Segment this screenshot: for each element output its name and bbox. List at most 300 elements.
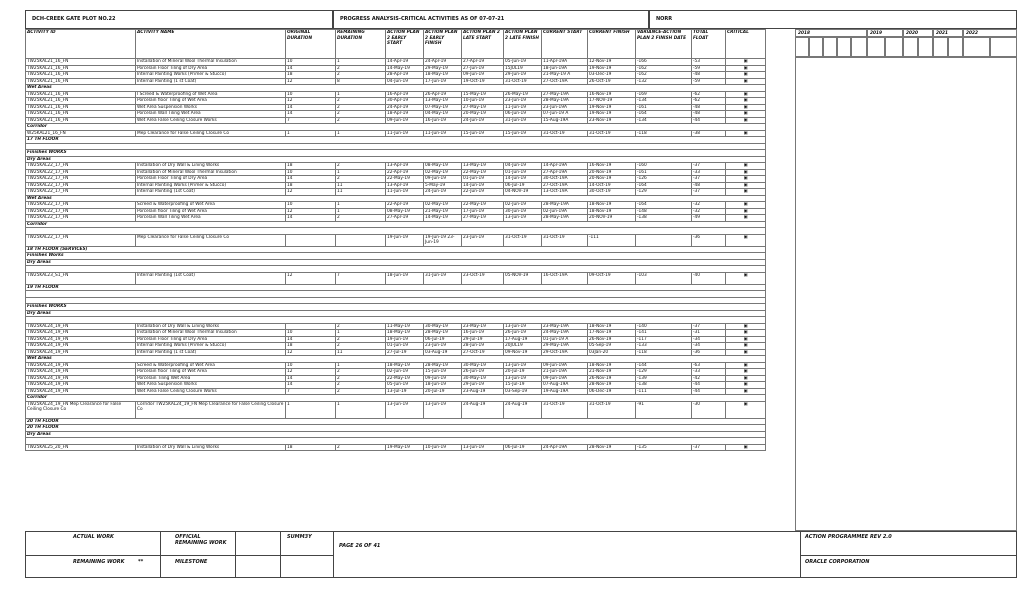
table-cell: W25KAL21_16_FN [26,130,136,137]
table-cell: TW25KAL24_19_FN [26,362,136,369]
table-cell: 19-Oct-19 [462,78,504,85]
table-cell: 1 [336,362,386,369]
table-cell: 15-Jun-19 [504,130,542,137]
table-cell: 30-Apr-19 [386,98,424,105]
table-cell: 21-Nov-19 [588,369,636,376]
table-cell: 30-May-19 [462,375,504,382]
table-cell: 27-Jul-19 [386,349,424,356]
table-cell: -164 [636,202,692,209]
table-cell: 04-May-19 [424,111,462,118]
table-cell: TW25KAL22_17_FN [26,202,136,209]
critical-marker: ▣ [726,375,766,382]
table-cell: 11-Jun-19 [424,130,462,137]
table-cell: Installation of Dry Wall & Lining Works [136,444,286,451]
plot-title: DCH-CREEK GATE PLOT NO.22 [25,10,333,29]
table-cell: -37 [692,176,726,183]
table-cell: 24-May-19A [542,330,588,337]
table-cell: 28-May-19A [542,215,588,222]
column-header: ACTION PLAN 2 LATE START [462,30,504,59]
table-cell: 14 [286,176,336,183]
table-cell: 15-Jul-19 [504,382,542,389]
table-cell: -59 [692,78,726,85]
table-cell: 18-Jun-19A [542,65,588,72]
table-cell: 14-Apr-19A [542,163,588,170]
table-cell: Internal Painting Works (Primer & Stucco) [136,72,286,79]
column-header: ORIGINAL DURATION [286,30,336,59]
table-cell: 12 [286,369,336,376]
table-cell: TW25KAL23_S1_FN [26,272,136,284]
table-cell: TW25KAL21_16_FN [26,104,136,111]
table-cell: 26-Nov-19 [588,336,636,343]
table-cell: -129 [636,189,692,196]
table-cell: 29-Oct-19A [542,349,588,356]
table-cell: 16-Oct-19A [542,272,588,284]
table-cell: 18 [286,343,336,350]
table-cell: 23-Oct-19 [462,272,504,284]
critical-marker: ▣ [726,78,766,85]
table-cell: 26-Jun-19 [462,369,504,376]
table-cell: 03-Sep-19 [504,388,542,395]
legend-official-remaining: OFFICIAL REMAINING WORK [175,534,227,546]
column-header: ACTION PLAN 2 EARLY START [386,30,424,59]
table-cell: 2 [336,388,386,395]
table-cell: 10 [286,202,336,209]
table-cell: 1 [336,130,386,137]
critical-marker: ▣ [726,130,766,137]
table-cell: 22-May-19 [462,169,504,176]
table-cell: 24-Jun-19 [424,189,462,196]
table-cell: -48 [692,104,726,111]
table-cell: -48 [692,182,726,189]
table-cell: TW25KAL21_16_FN [26,91,136,98]
table-cell: 10 [286,330,336,337]
table-cell: 13-Oct-19A [542,189,588,196]
table-cell: 27-May-19 [462,215,504,222]
table-row [26,234,766,246]
table-cell: -42 [692,375,726,382]
table-cell: -91 [636,401,692,418]
table-cell [336,234,386,246]
gantt-year-2018: 2018 [795,29,867,37]
table-cell: 08-May-19 [424,163,462,170]
table-cell: 2 [336,382,386,389]
table-cell [636,234,692,246]
table-cell: 23-Jun-19A [542,104,588,111]
critical-marker: ▣ [726,336,766,343]
table-cell: 23-May-19 [462,323,504,330]
table-cell: 09-Jun-19A [542,362,588,369]
table-cell: -48 [692,72,726,79]
table-cell: 26-May-19 [504,91,542,98]
critical-marker: ▣ [726,272,766,284]
table-cell: 28-May-19A [542,202,588,209]
table-cell: TW25KAL21_16_FN [26,78,136,85]
table-cell: -118 [636,349,692,356]
table-cell: 1 [336,59,386,66]
legend-summary: SUMM3Y [287,534,312,540]
table-cell: 17-Jun-19 [462,208,504,215]
table-cell: 13-Jun-19 [424,401,462,418]
table-cell: 04-Jun-19 [386,78,424,85]
table-cell [286,234,336,246]
table-cell: 14 [286,111,336,118]
table-cell: 06-Jun-19 [504,111,542,118]
table-cell: 18-Nov-19 [588,208,636,215]
table-cell: 13-Jun-19 [504,323,542,330]
table-cell: 07-Aug-19A [542,382,588,389]
table-cell: 17-Nov-19 [588,330,636,337]
table-cell: 28-Apr-19 [386,72,424,79]
table-cell: 24-Aug-19 [504,401,542,418]
table-cell: Porcelain Tiling Wet Area [136,375,286,382]
table-cell: TW25KAL21_16_FN [26,59,136,66]
table-cell: 02-Jun-19 [504,202,542,209]
table-cell: 27-May-19A [542,91,588,98]
table-cell: -129 [636,369,692,376]
table-cell: 19-Aug-19A [542,388,588,395]
table-cell: 18 [286,182,336,189]
table-cell: 19-Jun-19 [386,234,424,246]
table-cell: 24-Apr-19A [542,444,588,451]
column-header: ACTION PLAN 2 LATE FINISH [504,30,542,59]
table-cell: -48 [692,111,726,118]
table-cell: 22-May-19 [386,375,424,382]
section-label: Finishes Works [26,253,766,260]
table-cell: -141 [636,330,692,337]
table-cell: 14 [286,336,336,343]
table-cell: 14 [286,375,336,382]
table-cell: 26-Nov-19 [588,375,636,382]
table-cell: -49 [692,215,726,222]
table-cell: Porcelain Wall Tiling Wet Area [136,215,286,222]
table-cell: -162 [636,65,692,72]
table-cell: 05-NOV-19 [504,272,542,284]
table-cell: Installation of Mineral Wool Thermal Insulation [136,59,286,66]
table-cell: Internal Painting (1 st Coat) [136,349,286,356]
table-cell: 18-May-19 [386,362,424,369]
column-header: REMAINING DURATION [336,30,386,59]
table-cell: 23-Aug-19 [462,388,504,395]
table-cell: 19-Jun-19 23-Jun-19 [424,234,462,246]
critical-marker: ▣ [726,382,766,389]
table-cell: Installation of Mineral Wool Thermal Insulation [136,169,286,176]
table-cell: 18-Jun-19 [386,272,424,284]
table-cell: -138 [636,215,692,222]
table-cell: 14 [286,65,336,72]
legend-milestone: MILESTONE [175,559,208,565]
table-cell: -169 [636,91,692,98]
table-cell: 23-Jun-19 [424,343,462,350]
table-cell: 07-Jun-19 A [542,111,588,118]
table-cell: -44 [692,382,726,389]
table-cell: -32 [692,208,726,215]
table-cell: 15-Jun-19 [424,369,462,376]
table-cell: 29-Jun-19 [504,72,542,79]
table-cell: -140 [636,323,692,330]
table-cell: Screed & Waterproofing of Wet Area [136,362,286,369]
table-cell: 2 [336,176,386,183]
table-cell: TW25KAL24_19_FN [26,336,136,343]
table-cell: 11 [336,189,386,196]
table-cell: 2 [336,343,386,350]
table-cell: Installation of Mineral Wool Thermal Insulation [136,330,286,337]
table-cell: TW25KAL21_16_FN [26,98,136,105]
table-cell: -162 [636,72,692,79]
table-cell: 12-Nov-19 [588,59,636,66]
column-header-row [26,30,766,59]
table-cell: 05-Sep-19 [588,343,636,350]
table-cell: -37 [692,323,726,330]
corporation-name: ORACLE CORPORATION [805,559,870,565]
table-cell: 06-Jul-19 [424,336,462,343]
table-cell: 2 [336,215,386,222]
table-cell: 14-Jun-19 [462,182,504,189]
table-cell: 18 [286,444,336,451]
table-cell: Porcelain Wall Tiling Wet Area [136,111,286,118]
column-header: VARIANCE-ACTION PLAN 2 FINISH DATE [636,30,692,59]
table-cell: Mep Clearance for False Ceiling Closure Co [136,130,286,137]
table-cell: -53 [692,59,726,66]
critical-marker: ▣ [726,91,766,98]
table-cell: -135 [636,444,692,451]
table-cell: 11-Jun-19 [386,189,424,196]
table-cell: -132 [636,78,692,85]
critical-marker: ▣ [726,388,766,395]
table-cell: 27-Oct-19 [462,349,504,356]
table-cell: 09-Jun-19 [386,117,424,124]
table-cell: TW25KAL22_17_FN [26,208,136,215]
column-header: ACTIVITY ID [26,30,136,59]
critical-marker: ▣ [726,98,766,105]
table-cell: 18-Nov-19 [588,202,636,209]
table-cell: 2 [336,336,386,343]
table-cell: -30 [692,401,726,418]
table-cell: 09-Jun-19A [542,375,588,382]
table-cell: 05-Jun-19 [504,59,542,66]
table-cell: 23-Jun-19 [462,234,504,246]
table-cell: 2 [336,98,386,105]
table-cell: -138 [636,382,692,389]
section-label: Wet Areas [26,195,766,202]
table-cell: -59 [692,65,726,72]
table-cell: Internal Painting (1 st Coat) [136,78,286,85]
section-label: 17 TH FLOOR [26,137,766,144]
table-cell: -40 [692,272,726,284]
critical-marker: ▣ [726,163,766,170]
table-cell: 13-May-19 [462,163,504,170]
table-cell: 10 [286,362,336,369]
section-label: 18 TH FLOOR (SERVICES) [26,246,766,253]
table-cell: TW25KAL22_17_FN [26,176,136,183]
table-cell: 27-Apr-19 [462,59,504,66]
table-cell: 11-Apr-19A [542,59,588,66]
table-cell: TW25KAL24_19_FN [26,330,136,337]
table-cell: -33 [692,369,726,376]
table-cell: 19-Nov-19 [588,111,636,118]
table-cell: 24-Apr-19 [424,59,462,66]
table-cell: -134 [636,98,692,105]
column-header: ACTION PLAN 2 EARLY FINISH [424,30,462,59]
critical-marker: ▣ [726,208,766,215]
table-cell: 11-Jun-19 [504,104,542,111]
critical-marker: ▣ [726,182,766,189]
table-cell: TW25KAL22_17_FN [26,189,136,196]
table-cell: 13-Jun-19 [504,215,542,222]
table-cell: 2 [336,111,386,118]
section-label: Wet Areas [26,356,766,363]
critical-marker: ▣ [726,169,766,176]
table-cell: 2 [336,72,386,79]
table-cell: 09-Nov-19 [504,349,542,356]
table-cell: 14 [286,215,336,222]
table-cell: -164 [636,182,692,189]
table-cell: 14-Jun-19 [504,176,542,183]
table-cell: 27-Apr-19 [386,215,424,222]
table-cell: 13-Jun-19 [504,375,542,382]
table-cell: 12 [286,349,336,356]
table-cell: 28-Nov-19 [588,382,636,389]
table-cell: -161 [636,104,692,111]
column-header: CURRENT FINISH [588,30,636,59]
table-cell: 15-Aug-19A [542,117,588,124]
table-cell: 2 [336,163,386,170]
table-cell: -32 [692,202,726,209]
section-label: 19 TH FLOOR [26,284,766,291]
table-cell: 20JUL19 [504,343,542,350]
table-cell: 24-Jun-19 [462,117,504,124]
table-cell: 17-NOV-19 [588,98,636,105]
section-label: 20 TH FLOOR [26,425,766,432]
table-cell: 06-Jul-19 [504,444,542,451]
section-label: Finishes WORKS [26,150,766,157]
table-cell: 13-May-19 [424,98,462,105]
table-cell: 18-Nov-19 [588,323,636,330]
table-cell: Internal Painting Works (Primer & Stucco) [136,182,286,189]
critical-marker: ▣ [726,234,766,246]
table-cell: 22-Jun-19 [462,189,504,196]
table-cell: 04-NOV-19 [504,189,542,196]
table-cell: 1 [336,330,386,337]
table-cell: 16-Nov-19 [588,163,636,170]
table-cell: 22-May-19 [386,176,424,183]
table-cell: 31-Oct-19 [504,78,542,85]
table-cell: 13-Jun-19 [504,362,542,369]
table-cell: TW25KAL22_17_FN [26,234,136,246]
table-cell: 2 [336,104,386,111]
table-cell: 17-Jun-19 [424,78,462,85]
table-cell: -44 [692,388,726,395]
table-cell: 27-Jun-19 [462,65,504,72]
critical-marker: ▣ [726,59,766,66]
table-cell: 20-Nov-19 [588,176,636,183]
table-cell: TW25KAL22_17_FN [26,163,136,170]
table-cell: 06-Dec-19 [588,388,636,395]
table-cell: 03-Aug-19 [424,349,462,356]
section-label: Dry Areas [26,259,766,266]
table-cell: 09-Jun-19 [462,72,504,79]
table-cell: 15-May-19 [462,91,504,98]
table-cell: 01-Jun-19 [386,343,424,350]
table-cell: 18-Nov-19 [588,362,636,369]
table-cell: 5-May-19 [424,182,462,189]
table-cell: 1 [336,169,386,176]
table-cell: 04-Jun-19 [504,163,542,170]
critical-marker: ▣ [726,215,766,222]
critical-marker: ▣ [726,176,766,183]
table-cell: 28-May-19 [424,330,462,337]
table-cell: 2 [336,444,386,451]
table-cell: 21-Jun-19A [542,369,588,376]
table-cell: 18-May-19 [386,330,424,337]
table-cell: 29-Jul-19 [462,336,504,343]
table-cell: Porcelain Floor Tiling of Dry Area [136,65,286,72]
table-cell: TW25KAL24_19_FN [26,349,136,356]
table-cell: 11-Jun-19 [386,130,424,137]
table-cell: Internal Painting (1st Coat) [136,189,286,196]
table-cell: TW25KAL22_17_FN [26,182,136,189]
table-cell: 05-Jun-19 [386,382,424,389]
table-cell: 2 [336,369,386,376]
table-cell: TW25KAL25_20_FN [26,444,136,451]
table-cell: 20-Jul-19 [424,388,462,395]
table-cell: 11-May-19 [386,323,424,330]
table-row [26,272,766,284]
legend-actual-work: ACTUAL WORK [73,534,114,540]
table-cell: -160 [636,163,692,170]
table-cell: 2 [336,117,386,124]
table-cell: TW25KAL24_19_FN [26,375,136,382]
table-cell: 8 [336,78,386,85]
table-cell: 14-May-19 [386,65,424,72]
table-cell: 10-Jun-19 [424,444,462,451]
table-cell: 31-Oct-19 [542,130,588,137]
table-cell: Porcelain Floor Tiling of Dry Area [136,336,286,343]
table-cell: 12 [286,78,336,85]
table-cell: 7 [336,272,386,284]
table-cell: 1 [336,208,386,215]
table-cell: 30-May-19 [424,323,462,330]
table-cell: TW25KAL21_16_FN [26,111,136,118]
table-cell: 19-May-19 [386,444,424,451]
table-cell: -31 [692,330,726,337]
critical-marker: ▣ [726,117,766,124]
table-cell: 18-Jun-19 [424,382,462,389]
table-cell: 08-May-19 [386,208,424,215]
table-cell: 13-Apr-19 [386,182,424,189]
table-cell: 18 [286,72,336,79]
table-cell: 26-Apr-19 [424,91,462,98]
activities-table [25,29,766,451]
table-cell: 24-Aug-19 [462,401,504,418]
table-cell: 15JUL19 [504,65,542,72]
table-cell: -103 [636,272,692,284]
table-cell: TW25KAL21_16_FN [26,72,136,79]
schedule-sheet [25,10,1017,578]
table-cell: -37 [692,189,726,196]
table-cell: 22-Apr-19 [386,202,424,209]
table-cell: 7 [286,117,336,124]
table-cell: TW25KAL24_19_FN [26,369,136,376]
table-cell: -117 [636,336,692,343]
table-cell: 09-Jun-19 [424,375,462,382]
table-cell: -111 [636,388,692,395]
table-cell: 31-Oct-19 [504,234,542,246]
table-cell: 13-Jun-19 [462,444,504,451]
table-cell: Wet Area Suspension Works [136,104,286,111]
table-cell: 11 [336,349,386,356]
section-label: 20 TH FLOOR [26,418,766,425]
table-cell: 20-Jul-19 [504,369,542,376]
